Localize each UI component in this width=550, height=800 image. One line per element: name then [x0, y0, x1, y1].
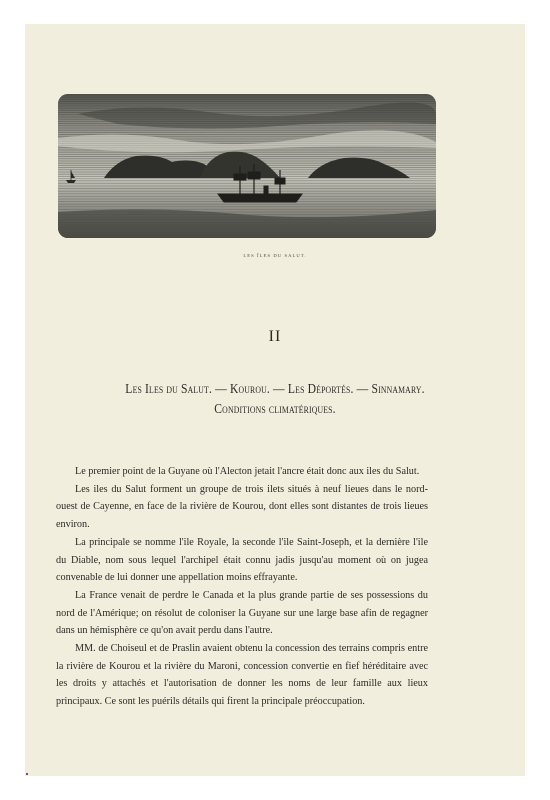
chapter-number: II — [268, 328, 282, 345]
paragraph-4: La France venait de perdre le Canada et la plus grande partie de ses possessions du nord de l'Amérique; on résolut de coloniser la Guyane sur une large base afin de regagner dans un hémisphère ce qu'on avait perdu dans l'autre. — [56, 589, 428, 637]
engraving-illustration — [58, 94, 436, 238]
page-mark — [26, 773, 28, 775]
paragraph-3: La principale se nomme l'ile Royale, la seconde l'ile Saint-Joseph, et la dernière l'ile du Diable, nom sous lequel l'archipel était connu jadis jusqu'au moment où on jugea convenable de lui donner une appellation moins effrayante. — [56, 536, 428, 584]
illustration-caption: LES ÎLES DU SALUT. — [243, 253, 307, 258]
chapter-title — [73, 379, 477, 418]
chapter-title-line-1: Les Iles du Salut. — Kourou. — Les Déportés. — Sinnamary. — [125, 381, 425, 396]
paragraph-5: MM. de Choiseul et de Praslin avaient obtenu la concession des terrains compris entre la rivière de Kourou et la rivière du Maroni, concession convertie en fief héréditaire avec les droits y attachés et l'autorisation de donner les noms de leur famille aux lieux principaux. Ce sont les puérils détails qui firent la principale préoccupation. — [56, 643, 428, 708]
paragraph-1: Le premier point de la Guyane où l'Alecton jetait l'ancre était donc aux iles du Salut. — [75, 466, 420, 477]
islands-engraving-image — [58, 94, 436, 238]
chapter-title-line-2: Conditions climatériques. — [214, 400, 336, 416]
paragraph-2: Les iles du Salut forment un groupe de trois ilets situés à neuf lieues dans le nord-ouest de Cayenne, en face de la rivière de Kourou, dont elles sont distantes de trois lieues environ. — [56, 483, 428, 531]
body-text — [56, 463, 428, 711]
